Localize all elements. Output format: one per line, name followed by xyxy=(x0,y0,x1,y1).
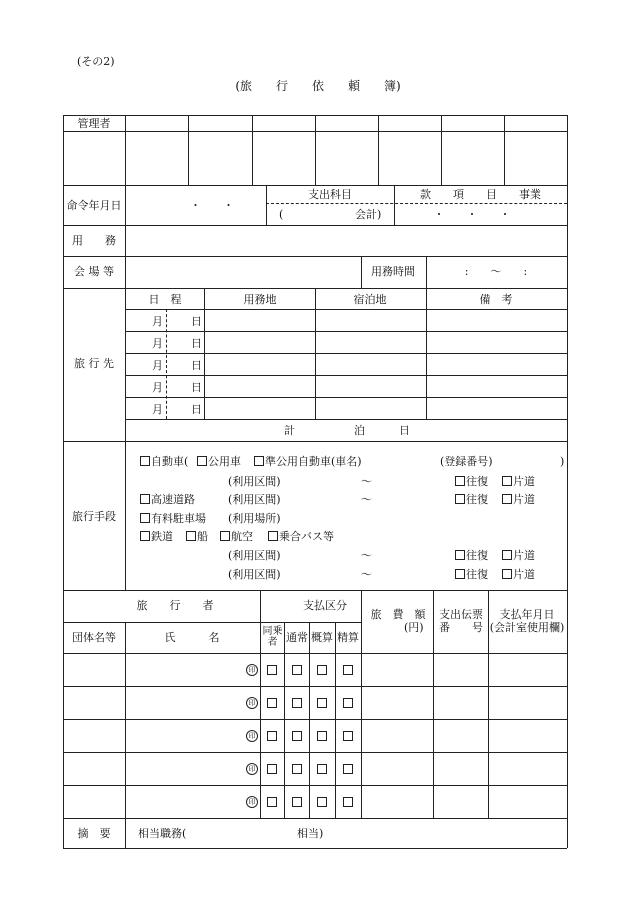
section-label: (利用区間) xyxy=(228,549,281,562)
co-rider-checkbox[interactable] xyxy=(267,665,277,675)
fee-header: 旅 費 額 xyxy=(370,608,426,621)
bus-option[interactable]: 乗合バス等 xyxy=(268,531,334,542)
month-label: 月 xyxy=(152,381,163,394)
order-date-value[interactable]: ・ ・ xyxy=(190,199,234,212)
budget-item-value[interactable]: ・ ・ ・ xyxy=(433,208,511,221)
checkbox-icon[interactable] xyxy=(140,456,150,466)
day-label: 日 xyxy=(191,403,202,416)
total-haku: 泊 xyxy=(354,424,365,437)
registration-number-label: (登録番号) xyxy=(440,455,493,468)
parking-place-label: (利用場所) xyxy=(228,512,281,525)
slip-number-header: 番 号 xyxy=(439,621,483,634)
transport-label: 旅行手段 xyxy=(72,510,116,523)
checkbox-icon[interactable] xyxy=(140,494,150,504)
day-label: 日 xyxy=(191,337,202,350)
business-time-label: 用務時間 xyxy=(371,265,415,278)
semi-official-car-option[interactable]: 準公用自動車(車名) xyxy=(254,456,362,467)
estimate-checkbox[interactable] xyxy=(317,665,327,675)
co-rider-checkbox[interactable] xyxy=(267,764,277,774)
co-rider-checkbox[interactable] xyxy=(267,797,277,807)
group-header: 団体名等 xyxy=(72,631,116,644)
checkbox-icon[interactable] xyxy=(502,494,512,504)
seal-icon[interactable]: 印 xyxy=(246,796,258,808)
railway-option[interactable]: 鉄道 xyxy=(140,531,173,542)
round-trip-option[interactable]: 往復 xyxy=(455,550,488,561)
settle-checkbox[interactable] xyxy=(343,698,353,708)
checkbox-icon[interactable] xyxy=(502,569,512,579)
settle-header: 精算 xyxy=(337,631,359,644)
checkbox-icon[interactable] xyxy=(502,550,512,560)
checkbox-icon[interactable] xyxy=(455,550,465,560)
official-car-option[interactable]: 公用車 xyxy=(197,456,241,467)
section-tilde: 〜 xyxy=(361,549,372,562)
seal-icon[interactable]: 印 xyxy=(246,730,258,742)
checkbox-icon[interactable] xyxy=(186,531,196,541)
checkbox-icon[interactable] xyxy=(502,476,512,486)
day-label: 日 xyxy=(191,381,202,394)
name-header: 氏 名 xyxy=(164,631,220,644)
fee-unit: (円) xyxy=(404,621,424,634)
car-option[interactable]: 自動車( xyxy=(140,456,188,467)
round-trip-option[interactable]: 往復 xyxy=(455,569,488,580)
highway-option[interactable]: 高速道路 xyxy=(140,494,195,505)
business-time-value[interactable]: : 〜 : xyxy=(464,265,528,278)
estimate-checkbox[interactable] xyxy=(317,698,327,708)
day-label: 日 xyxy=(191,359,202,372)
checkbox-icon[interactable] xyxy=(197,456,207,466)
estimate-checkbox[interactable] xyxy=(317,764,327,774)
one-way-option[interactable]: 片道 xyxy=(502,476,535,487)
business-label: 用 務 xyxy=(72,234,116,247)
checkbox-icon[interactable] xyxy=(268,531,278,541)
section-label: (利用区間) xyxy=(228,568,281,581)
business-input[interactable] xyxy=(130,230,560,250)
pay-date-header: 支払年月日 xyxy=(499,608,555,621)
slip-header: 支出伝票 xyxy=(439,608,483,621)
one-way-option[interactable]: 片道 xyxy=(502,494,535,505)
budget-item-label: 款 項 目 事業 xyxy=(420,188,541,201)
co-rider-header: 同乗者 xyxy=(262,626,283,648)
month-label: 月 xyxy=(152,337,163,350)
one-way-option[interactable]: 片道 xyxy=(502,550,535,561)
position-label: 相当職務( xyxy=(138,827,187,840)
seal-icon[interactable]: 印 xyxy=(246,763,258,775)
section-tilde: 〜 xyxy=(361,493,372,506)
day-label: 日 xyxy=(191,315,202,328)
order-date-label: 命令年月日 xyxy=(66,199,122,212)
settle-checkbox[interactable] xyxy=(343,731,353,741)
month-label: 月 xyxy=(152,403,163,416)
checkbox-icon[interactable] xyxy=(455,569,465,579)
lodging-header: 宿泊地 xyxy=(353,293,387,306)
month-label: 月 xyxy=(152,359,163,372)
section-tilde: 〜 xyxy=(361,568,372,581)
round-trip-option[interactable]: 往復 xyxy=(455,476,488,487)
settle-checkbox[interactable] xyxy=(343,797,353,807)
normal-checkbox[interactable] xyxy=(292,665,302,675)
seal-icon[interactable]: 印 xyxy=(246,664,258,676)
ship-option[interactable]: 船 xyxy=(186,531,208,542)
form-title: (旅 行 依 頼 簿) xyxy=(235,79,401,93)
normal-checkbox[interactable] xyxy=(292,731,302,741)
section-tilde: 〜 xyxy=(361,475,372,488)
accounting-open: ( xyxy=(279,208,284,221)
normal-header: 通常 xyxy=(286,631,308,644)
co-rider-checkbox[interactable] xyxy=(267,731,277,741)
estimate-checkbox[interactable] xyxy=(317,797,327,807)
checkbox-icon[interactable] xyxy=(455,494,465,504)
normal-checkbox[interactable] xyxy=(292,764,302,774)
estimate-checkbox[interactable] xyxy=(317,731,327,741)
normal-checkbox[interactable] xyxy=(292,698,302,708)
checkbox-icon[interactable] xyxy=(140,513,150,523)
summary-label: 摘 要 xyxy=(77,827,111,840)
pay-date-note: (会計室使用欄) xyxy=(489,621,565,634)
parking-option[interactable]: 有料駐車場 xyxy=(140,513,206,524)
settle-checkbox[interactable] xyxy=(343,764,353,774)
venue-label: 会 場 等 xyxy=(74,265,114,278)
normal-checkbox[interactable] xyxy=(292,797,302,807)
registration-close-paren: ) xyxy=(560,455,565,468)
expense-item-label: 支出科目 xyxy=(308,188,352,201)
total-kei: 計 xyxy=(284,424,295,437)
traveler-header: 旅 行 者 xyxy=(136,599,214,612)
section-label: (利用区間) xyxy=(228,475,281,488)
schedule-header: 日 程 xyxy=(148,293,182,306)
checkbox-icon[interactable] xyxy=(254,456,264,466)
seal-icon[interactable]: 印 xyxy=(246,697,258,709)
destination-label: 旅 行 先 xyxy=(74,357,114,370)
checkbox-icon[interactable] xyxy=(455,476,465,486)
air-option[interactable]: 航空 xyxy=(220,531,253,542)
settle-checkbox[interactable] xyxy=(343,665,353,675)
payment-header: 支払区分 xyxy=(303,599,347,612)
checkbox-icon[interactable] xyxy=(220,531,230,541)
place-header: 用務地 xyxy=(243,293,277,306)
checkbox-icon[interactable] xyxy=(140,531,150,541)
section-label: (利用区間) xyxy=(228,493,281,506)
one-way-option[interactable]: 片道 xyxy=(502,569,535,580)
notes-header: 備 考 xyxy=(479,293,513,306)
total-nichi: 日 xyxy=(399,424,410,437)
equivalent-label: 相当) xyxy=(297,827,324,840)
month-label: 月 xyxy=(152,315,163,328)
manager-label: 管理者 xyxy=(77,117,111,130)
co-rider-checkbox[interactable] xyxy=(267,698,277,708)
page-number-label: (その2) xyxy=(77,55,115,68)
round-trip-option[interactable]: 往復 xyxy=(455,494,488,505)
accounting-label: 会計) xyxy=(355,208,382,221)
estimate-header: 概算 xyxy=(311,631,333,644)
